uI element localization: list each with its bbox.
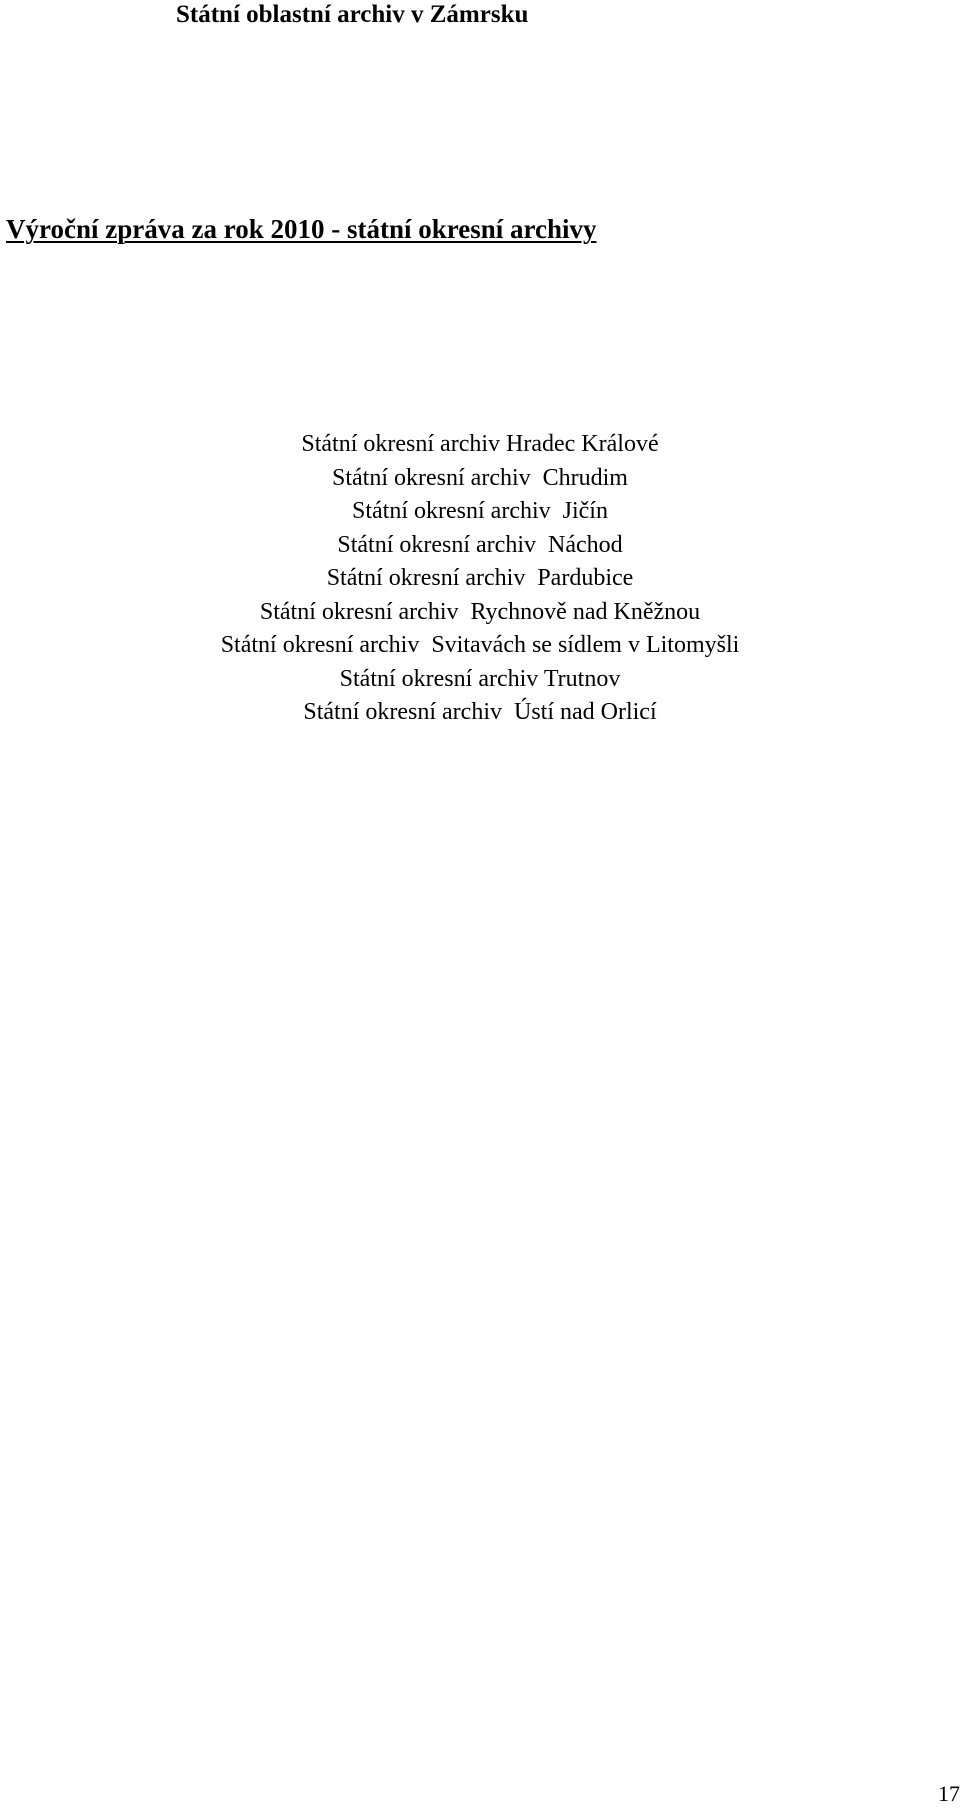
page-number: 17: [938, 1781, 960, 1806]
archive-list-item: Státní okresní archiv Náchod: [337, 531, 623, 558]
archive-list-item: Státní okresní archiv Pardubice: [326, 565, 634, 591]
archive-list-item: Státní okresní archiv Jičín: [352, 498, 608, 524]
archive-list-item: Státní okresní archiv Ústí nad Orlicí: [303, 699, 657, 725]
archive-list-item: Státní okresní archiv Hradec Králové: [301, 431, 659, 457]
archive-list-item: Státní okresní archiv Svitavách se sídlem v Litomyšli: [220, 632, 740, 658]
report-title: Výroční zpráva za rok 2010 - státní okresní archivy: [6, 214, 597, 244]
archive-list-item: Státní okresní archiv Rychnově nad Kněžnou: [259, 598, 701, 625]
archive-list: [0, 428, 960, 730]
archive-list-item: Státní okresní archiv Chrudim: [332, 464, 628, 491]
archive-list-item: Státní okresní archiv Trutnov: [339, 665, 621, 692]
organization-heading: Státní oblastní archiv v Zámrsku: [176, 1, 529, 28]
